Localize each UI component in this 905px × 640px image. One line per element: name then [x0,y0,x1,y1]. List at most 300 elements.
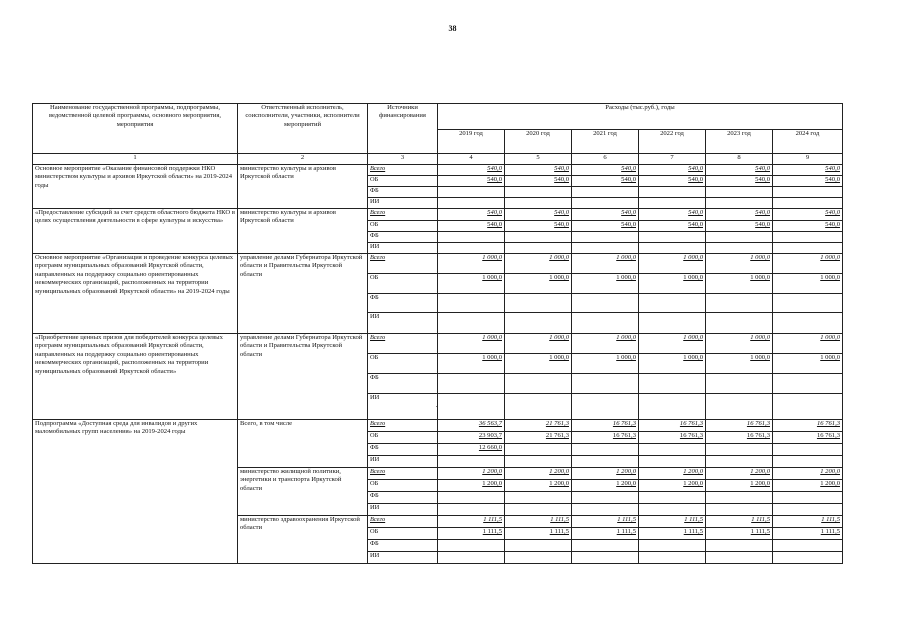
total-value [572,516,639,528]
value-cell [505,187,572,198]
amount: 540,0 [825,176,841,183]
header-executor: Ответственный исполнитель, соисполнители, участники, исполнители мероприятий [238,104,368,154]
header-year: 2020 год [505,130,572,154]
amount: 1 111,5 [550,516,569,523]
row-total [33,209,843,221]
value-cell [505,540,572,552]
total-value [572,468,639,480]
value-cell [706,492,773,504]
amount: 540,0 [825,209,841,216]
total-value [505,334,572,354]
source-fb: ФБ [368,492,438,504]
amount: 540,0 [554,165,569,172]
value-cell [438,552,505,564]
total-value [706,468,773,480]
total-value [572,254,639,274]
amount: 1 200,0 [820,468,841,475]
amount: 1 000,0 [549,354,569,361]
total-value [572,334,639,354]
amount: 1 111,5 [549,528,569,535]
value-cell [773,221,843,232]
column-number: 6 [572,154,639,165]
value-cell [572,374,639,394]
total-value [639,209,706,221]
source-ii: ИИ [368,504,438,516]
value-cell [572,432,639,444]
amount: 1 200,0 [683,468,703,475]
column-number: 1 [33,154,238,165]
source-ii: ИИ [368,456,438,468]
amount: 1 000,0 [616,334,636,341]
value-cell [505,492,572,504]
row-total [33,420,843,432]
value-cell [706,456,773,468]
amount: 540,0 [621,176,636,183]
amount: 16 761,3 [746,432,770,439]
value-cell [773,394,843,420]
amount: 1 000,0 [482,334,502,341]
value-cell [572,221,639,232]
value-cell [438,232,505,243]
value-cell [572,444,639,456]
column-number: 4 [438,154,505,165]
item-name: Подпрограмма «Доступная среда для инвалидов и других маломобильных групп населения» на 2019-2024 годы [33,420,238,564]
value-cell [706,221,773,232]
amount: 1 000,0 [820,274,841,281]
value-cell [505,456,572,468]
amount: 1 111,5 [821,516,841,523]
amount: 1 000,0 [683,334,703,341]
value-cell [572,540,639,552]
value-cell [505,243,572,254]
amount: 1 000,0 [820,354,841,361]
amount: 1 000,0 [750,254,770,261]
amount: 1 000,0 [482,254,502,261]
value-cell [639,198,706,209]
source-ob: ОБ [368,528,438,540]
row-total [33,165,843,176]
value-cell [572,354,639,374]
amount: 540,0 [487,221,502,228]
amount: 1 000,0 [616,254,636,261]
value-cell [639,540,706,552]
value-cell [639,243,706,254]
column-number: 5 [505,154,572,165]
value-cell [639,274,706,294]
total-value [773,334,843,354]
amount: 21 761,3 [545,420,569,427]
value-cell [572,176,639,187]
amount: 1 200,0 [820,480,841,487]
amount: 1 000,0 [549,254,569,261]
amount: 1 111,5 [617,516,636,523]
amount: 540,0 [688,209,703,216]
value-cell [639,176,706,187]
value-cell [773,313,843,334]
row-total [33,254,843,274]
total-value [639,420,706,432]
source-ob: ОБ [368,176,438,187]
amount: 540,0 [487,176,502,183]
value-cell [639,528,706,540]
value-cell [706,552,773,564]
value-cell [773,540,843,552]
value-cell [505,232,572,243]
value-cell [639,552,706,564]
amount: 540,0 [621,209,636,216]
amount: 1 200,0 [482,468,502,475]
source-ii: ИИ [368,243,438,254]
value-cell [572,274,639,294]
amount: 1 111,5 [616,528,636,535]
value-cell [505,480,572,492]
total-value [773,468,843,480]
value-cell [572,232,639,243]
source-total: Всего [368,516,438,528]
value-cell [706,528,773,540]
amount: 1 000,0 [820,334,841,341]
amount: 1 111,5 [684,516,703,523]
value-cell [505,504,572,516]
amount: 16 761,3 [612,420,636,427]
amount: 1 111,5 [751,516,770,523]
source-fb: ФБ [368,444,438,456]
amount: 1 000,0 [482,354,502,361]
amount: 540,0 [487,209,502,216]
value-cell [438,374,505,394]
value-cell [773,480,843,492]
value-cell [438,540,505,552]
value-cell [572,504,639,516]
amount: 540,0 [688,221,703,228]
value-cell [438,456,505,468]
value-cell [706,540,773,552]
source-total: Всего [368,420,438,432]
executor-name: министерство здравоохранения Иркутской области [238,516,368,564]
amount: 1 000,0 [482,274,502,281]
page-number: 38 [448,24,457,33]
value-cell [639,232,706,243]
value-cell [639,480,706,492]
amount: 540,0 [825,165,841,172]
value-cell [706,432,773,444]
value-cell [706,243,773,254]
value-cell [639,492,706,504]
value-cell [706,394,773,420]
value-cell [572,552,639,564]
value-cell [639,432,706,444]
value-cell [773,232,843,243]
item-name: Основное мероприятие «Организация и проведение конкурса целевых программ муниципальных образований Иркутской области, направленных на поддержку социально ориентированных некоммерческих организаций, расположенных на территории муниципальных образований Иркутской области» на 2019-2024 годы [33,254,238,334]
value-cell [706,294,773,313]
total-value [773,209,843,221]
amount: 16 761,3 [746,420,770,427]
executor-name: министерство культуры и архивов Иркутской области [238,209,368,254]
amount: 1 000,0 [616,274,636,281]
amount: 1 000,0 [683,254,703,261]
value-cell [505,313,572,334]
amount: 1 000,0 [683,354,703,361]
header-year: 2024 год [773,130,843,154]
total-value [438,420,505,432]
value-cell [639,187,706,198]
total-value [773,420,843,432]
value-cell [572,187,639,198]
value-cell [706,176,773,187]
header-year: 2022 год [639,130,706,154]
value-cell [639,394,706,420]
amount: 1 000,0 [750,334,770,341]
amount: 1 000,0 [549,334,569,341]
executor-name: Всего, в том числе [238,420,368,468]
amount: 1 000,0 [750,354,770,361]
value-cell [706,232,773,243]
value-cell [438,528,505,540]
value-cell [505,552,572,564]
value-cell [773,294,843,313]
executor-name: министерство жилищной политики, энергетики и транспорта Иркутской области [238,468,368,516]
value-cell [572,198,639,209]
executor-name: управление делами Губернатора Иркутской области и Правительства Иркутской области [238,334,368,420]
amount: 1 200,0 [750,480,770,487]
total-value [639,334,706,354]
item-name: Основное мероприятие «Оказание финансовой поддержки НКО министерством культуры и архивов Иркутской области» на 2019-2024 годы [33,165,238,209]
value-cell [505,444,572,456]
value-cell [639,313,706,334]
executor-name: управление делами Губернатора Иркутской области и Правительства Иркутской области [238,254,368,334]
total-value [773,165,843,176]
amount: 540,0 [554,221,569,228]
source-ob: ОБ [368,221,438,232]
amount: 21 761,3 [545,432,569,439]
amount: 1 200,0 [750,468,770,475]
amount: 1 200,0 [549,480,569,487]
amount: 1 111,5 [820,528,841,535]
header-expenses: Расходы (тыс.руб.), годы [438,104,843,130]
source-fb: ФБ [368,540,438,552]
source-fb: ФБ [368,374,438,394]
amount: 12 660,0 [478,444,502,451]
value-cell [438,432,505,444]
value-cell [773,374,843,394]
total-value [438,165,505,176]
amount: 540,0 [755,209,770,216]
value-cell [706,354,773,374]
source-fb: ФБ [368,232,438,243]
source-total: Всего [368,209,438,221]
total-value [572,209,639,221]
total-value [505,254,572,274]
total-value [706,334,773,354]
value-cell [639,294,706,313]
value-cell [639,354,706,374]
amount: 1 200,0 [616,468,636,475]
amount: 540,0 [621,165,636,172]
total-value [438,254,505,274]
value-cell [706,198,773,209]
column-number: 2 [238,154,368,165]
value-cell [505,294,572,313]
total-value [438,516,505,528]
total-value [639,165,706,176]
value-cell [572,480,639,492]
column-number: 7 [639,154,706,165]
column-number: 9 [773,154,843,165]
source-ii: ИИ [368,394,438,420]
amount: 540,0 [755,221,770,228]
value-cell [438,294,505,313]
value-cell [438,444,505,456]
header-year: 2023 год [706,130,773,154]
value-cell [438,274,505,294]
value-cell [572,528,639,540]
item-name: «Предоставление субсидий за счет средств областного бюджета НКО в целях осуществления деятельности в сфере культуры и искусства» [33,209,238,254]
source-total: Всего [368,165,438,176]
value-cell [438,480,505,492]
value-cell [773,243,843,254]
value-cell [572,394,639,420]
amount: 1 000,0 [750,274,770,281]
amount: 16 761,3 [816,420,841,427]
value-cell [438,354,505,374]
source-ob: ОБ [368,432,438,444]
budget-table [32,103,843,564]
header-name: Наименование государственной программы, подпрограммы, ведомственной целевой программы, основного мероприятия, мероприятия [33,104,238,154]
value-cell [505,528,572,540]
total-value [639,468,706,480]
value-cell [505,198,572,209]
value-cell [505,432,572,444]
value-cell [572,492,639,504]
amount: 1 111,5 [750,528,770,535]
value-cell [639,504,706,516]
amount: 1 111,5 [483,516,502,523]
total-value [706,254,773,274]
value-cell [706,313,773,334]
source-fb: ФБ [368,187,438,198]
source-ii: ИИ [368,552,438,564]
source-ii: ИИ [368,313,438,334]
total-value [706,165,773,176]
value-cell [773,274,843,294]
header-source: Источники финансирования [368,104,438,154]
value-cell [639,221,706,232]
executor-name: министерство культуры и архивов Иркутской области [238,165,368,209]
amount: 540,0 [755,165,770,172]
amount: 1 111,5 [482,528,502,535]
source-total: Всего [368,254,438,274]
total-value [706,516,773,528]
value-cell [572,313,639,334]
total-value [706,209,773,221]
value-cell [773,456,843,468]
total-value [505,516,572,528]
total-value [572,165,639,176]
value-cell [773,176,843,187]
amount: 16 761,3 [679,420,703,427]
column-number: 8 [706,154,773,165]
amount: 1 200,0 [482,480,502,487]
value-cell [773,492,843,504]
amount: 36 563,7 [478,420,502,427]
value-cell [572,456,639,468]
total-value [505,468,572,480]
value-cell [706,480,773,492]
amount: 540,0 [688,176,703,183]
value-cell [773,432,843,444]
row-total [33,334,843,354]
value-cell [438,504,505,516]
value-cell [773,354,843,374]
value-cell [438,394,505,420]
scan-speck [436,406,437,407]
value-cell [438,243,505,254]
value-cell [438,187,505,198]
amount: 540,0 [621,221,636,228]
total-value [438,468,505,480]
value-cell [639,444,706,456]
total-value [505,165,572,176]
amount: 16 761,3 [816,432,841,439]
total-value [706,420,773,432]
total-value [773,516,843,528]
value-cell [706,274,773,294]
value-cell [505,354,572,374]
amount: 540,0 [825,221,841,228]
amount: 1 200,0 [683,480,703,487]
value-cell [773,198,843,209]
value-cell [438,492,505,504]
value-cell [706,504,773,516]
value-cell [438,313,505,334]
amount: 23 903,7 [478,432,502,439]
value-cell [639,456,706,468]
value-cell [438,176,505,187]
value-cell [438,221,505,232]
value-cell [639,374,706,394]
item-name: «Приобретение ценных призов для победителей конкурса целевых программ муниципальных образований Иркутской области, направленных на поддержку социально ориентированных некоммерческих организаций, расположенных на территории муниципальных образований Иркутской области» [33,334,238,420]
amount: 540,0 [487,165,502,172]
total-value [438,209,505,221]
value-cell [438,198,505,209]
source-total: Всего [368,468,438,480]
header-year: 2019 год [438,130,505,154]
value-cell [505,221,572,232]
amount: 540,0 [554,176,569,183]
source-ob: ОБ [368,354,438,374]
value-cell [773,504,843,516]
source-fb: ФБ [368,294,438,313]
amount: 1 000,0 [549,274,569,281]
value-cell [773,552,843,564]
total-value [505,209,572,221]
total-value [639,516,706,528]
amount: 1 000,0 [820,254,841,261]
amount: 1 000,0 [683,274,703,281]
value-cell [773,444,843,456]
amount: 1 200,0 [616,480,636,487]
header-year: 2021 год [572,130,639,154]
total-value [572,420,639,432]
source-ob: ОБ [368,274,438,294]
value-cell [706,444,773,456]
source-ob: ОБ [368,480,438,492]
total-value [505,420,572,432]
amount: 1 000,0 [616,354,636,361]
source-total: Всего [368,334,438,354]
value-cell [706,187,773,198]
amount: 16 761,3 [679,432,703,439]
